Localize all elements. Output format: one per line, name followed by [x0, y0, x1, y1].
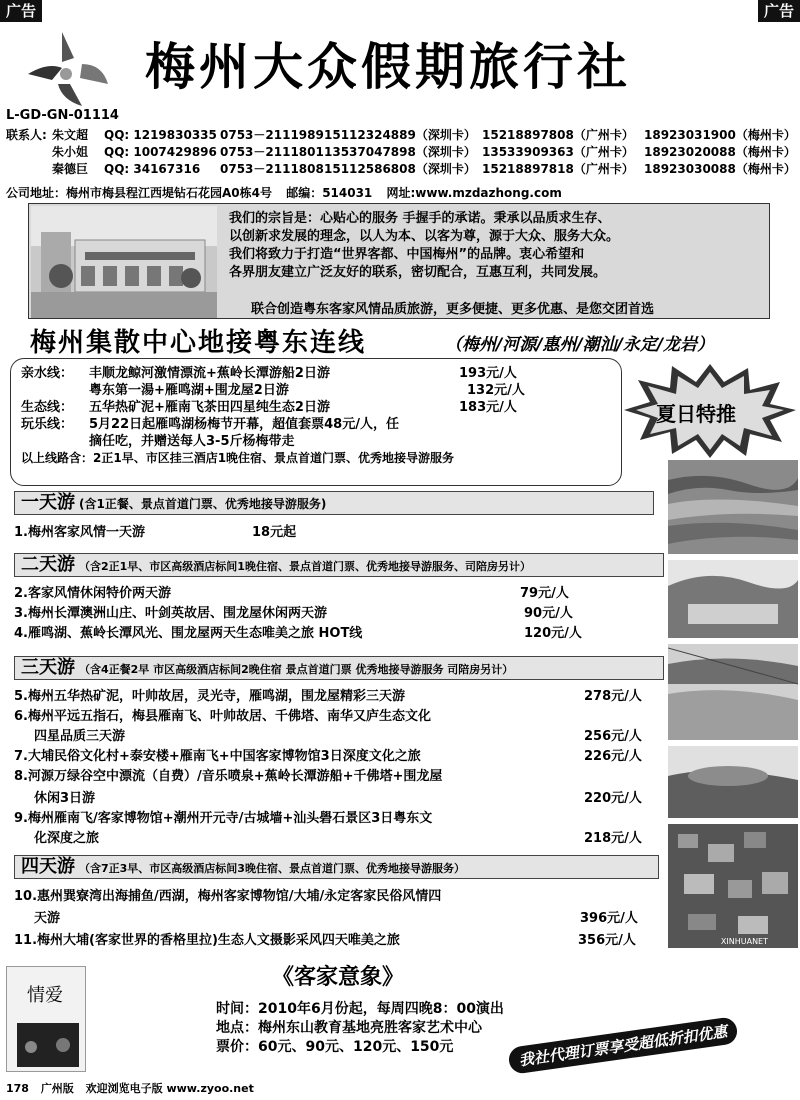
contact-qq: QQ: 1219830335 [104, 128, 217, 142]
tour-item: 四星品质三天游 [34, 729, 126, 744]
line-row [21, 433, 611, 450]
local-cities: （梅州/河源/惠州/潮汕/永定/龙岩） [445, 335, 715, 355]
tour-item: 4.雁鸣湖、蕉岭长潭风光、围龙屋两天生态唯美之旅 HOT线 [14, 626, 363, 641]
hakka-place: 地点：梅州东山教育基地亮胜客家艺术中心 [216, 1020, 482, 1036]
line-row [21, 382, 611, 399]
tour-item: 5.梅州五华热矿泥，叶帅故居，灵光寺，雁鸣湖，围龙屋精彩三天游 [14, 689, 405, 704]
contact-mobile: 13533909363（广州卡） [482, 145, 634, 159]
section-title: 二天游 [21, 554, 75, 575]
hakka-price: 票价：60元、90元、120元、150元 [216, 1039, 454, 1055]
contact-mobile: 18923020088（梅州卡） [644, 145, 796, 159]
section-title: 四天游 [21, 856, 75, 877]
tour-item: 10.惠州巽寮湾出海捕鱼/西湖，梅州客家博物馆/大埔/永定客家民俗风情四 [14, 889, 442, 904]
tour-item: 7.大埔民俗文化村+泰安楼+雁南飞+中国客家博物馆3日深度文化之旅 [14, 749, 421, 764]
contact-name: 朱文超 [52, 128, 89, 142]
footer [6, 1080, 262, 1096]
intro-text [229, 210, 767, 282]
line-text: 丰顺龙鲸河激情漂流+蕉岭长潭游船2日游 [89, 366, 330, 381]
intro-line: 我们的宗旨是：心贴心的服务 手握手的承诺。秉承以品质求生存、 [229, 211, 611, 226]
line-price: 132元/人 [467, 383, 525, 398]
scenery-photo-village [668, 560, 798, 638]
section-title: 一天游 [21, 492, 75, 513]
postcode: 邮编：514031 [286, 186, 373, 200]
line-text: 粤东第一湯+雁鸣湖+围龙屋2日游 [89, 383, 289, 398]
scenery-photo-lake [668, 644, 798, 740]
section-desc: (含1正餐、景点首道门票、优秀地接导游服务) [79, 497, 327, 511]
poster-title: 情爱 [27, 985, 63, 1006]
line-label: 亲水线： [21, 366, 74, 381]
scenery-photo-city [668, 824, 798, 948]
line-row [21, 365, 611, 382]
section-desc: （含4正餐2早 市区高级酒店标间2晚住宿 景点首道门票 优秀地接导游服务 司陪房另计） [79, 663, 514, 676]
contact-mobile: 18923031900（梅州卡） [644, 128, 796, 142]
ticket-promo: 我社代理订票享受超低折扣优惠 [507, 1016, 739, 1075]
line-text: 五华热矿泥+雁南飞茶田四星纯生态2日游 [89, 400, 330, 415]
line-text: 摘任吃，并赠送每人3-5斤杨梅带走 [89, 434, 295, 449]
tour-item: 2.客家风情休闲特价两天游 [14, 586, 171, 601]
intro-line: 各界朋友建立广泛友好的联系，密切配合，互惠互利，共同发展。 [229, 265, 607, 280]
line-text: 5月22日起雁鸣湖杨梅节开幕，超值套票48元/人，任 [89, 417, 399, 432]
contact-mobile: 15112324889（深圳卡） [324, 128, 476, 142]
contact-name: 秦德巨 [52, 162, 89, 176]
local-title: 梅州集散中心地接粤东连线 [30, 328, 367, 358]
tour-item: 天游 [34, 911, 61, 926]
tour-price: 90元/人 [524, 606, 573, 621]
contact-mobile: 18923030088（梅州卡） [644, 162, 796, 176]
license-number: L-GD-GN-01114 [6, 108, 119, 123]
line-label: 玩乐线： [21, 417, 74, 432]
office-photo [31, 206, 217, 318]
hakka-info [216, 1000, 504, 1057]
hakka-time: 时间：2010年6月份起，每周四晚8：00演出 [216, 1001, 504, 1017]
section-bar-three-day [14, 656, 664, 680]
section-bar-four-day [14, 855, 659, 879]
company-logo [22, 28, 112, 108]
line-price: 193元/人 [459, 366, 517, 381]
contact-mobile: 15218897818（广州卡） [482, 162, 634, 176]
intro-line: 我们将致力于打造“世界客都、中国梅州”的品牌。衷心希望和 [229, 247, 585, 262]
ad-label-right: 广告 [758, 0, 800, 22]
contact-mobile: 15218897808（广州卡） [482, 128, 634, 142]
contact-mobile: 15112586808（深圳卡） [324, 162, 476, 176]
tour-price: 256元/人 [584, 729, 642, 744]
line-label: 生态线： [21, 400, 74, 415]
scenery-photo-tulou [668, 746, 798, 818]
contact-mobile: 13537047898（深圳卡） [324, 145, 476, 159]
tour-item: 8.河源万绿谷空中漂流（自费）/音乐喷泉+蕉岭长潭游船+千佛塔+围龙屋 [14, 769, 443, 784]
section-desc: （含7正3早、市区高级酒店标间3晚住宿、景点首道门票、优秀地接导游服务） [79, 862, 465, 875]
contact-tel: 0753－2111801 [220, 145, 324, 159]
summer-special-badge [622, 362, 798, 458]
tour-price: 120元/人 [524, 626, 582, 641]
e-edition-link[interactable]: 欢迎浏览电子版 www.zyoo.net [85, 1082, 254, 1095]
intro-line: 以创新求发展的理念，以人为本、以客为尊，源于大众、服务大众。 [229, 229, 620, 244]
company-address: 公司地址：梅州市梅县程江西堤钻石花园A0栋4号 [6, 186, 272, 200]
contact-label: 联系人: [6, 128, 47, 142]
tour-item: 休闲3日游 [34, 791, 96, 806]
hakka-title: 《客家意象》 [272, 965, 405, 990]
section-bar-two-day [14, 553, 664, 577]
photo-credit: XINHUANET [720, 937, 768, 946]
contact-tel: 0753－2111808 [220, 162, 324, 176]
hakka-poster [6, 966, 86, 1072]
scenery-photo-terraces [668, 460, 798, 554]
company-name: 梅州大众假期旅行社 [145, 38, 631, 96]
contact-name: 朱小姐 [52, 145, 89, 159]
tour-item: 6.梅州平远五指石，梅县雁南飞、叶帅故居、千佛塔、南华又庐生态文化 [14, 709, 431, 724]
line-note-text: 以上线路含：2正1早、市区挂三酒店1晚住宿、景点首道门票、优秀地接导游服务 [21, 451, 455, 465]
line-row [21, 416, 611, 433]
address-line [6, 184, 572, 201]
tour-price: 396元/人 [580, 911, 638, 926]
tour-price: 278元/人 [584, 689, 642, 704]
local-lines-box [10, 358, 622, 486]
line-row [21, 399, 611, 416]
intro-slogan: 联合创造粤东客家风情品质旅游，更多便捷、更多优惠、是您交团首选 [251, 302, 655, 317]
edition-label: 广州版 [40, 1082, 74, 1095]
tour-item: 3.梅州长潭澳洲山庄、叶剑英故居、围龙屋休闲两天游 [14, 606, 327, 621]
page-number: 178 [6, 1082, 29, 1095]
tour-item: 化深度之旅 [34, 831, 100, 846]
tour-item: 1.梅州客家风情一天游 [14, 525, 145, 540]
tour-price: 218元/人 [584, 831, 642, 846]
tour-item: 11.梅州大埔(客家世界的香格里拉)生态人文摄影采风四天唯美之旅 [14, 933, 400, 948]
website: 网址:www.mzdazhong.com [386, 186, 562, 200]
tour-price: 18元起 [252, 525, 297, 540]
contact-tel: 0753－2111989 [220, 128, 324, 142]
contact-qq: QQ: 34167316 [104, 162, 201, 176]
section-bar-one-day [14, 491, 654, 515]
tour-price: 356元/人 [578, 933, 636, 948]
contact-qq: QQ: 1007429896 [104, 145, 217, 159]
section-title: 三天游 [21, 657, 75, 678]
intro-box [28, 203, 770, 319]
section-desc: （含2正1早、市区高级酒店标间1晚住宿、景点首道门票、优秀地接导游服务、司陪房另计） [79, 560, 531, 573]
tour-price: 79元/人 [520, 586, 569, 601]
tour-price: 226元/人 [584, 749, 642, 764]
tour-item: 9.梅州雁南飞/客家博物馆+潮州开元寺/古城墙+汕头礐石景区3日粤东文 [14, 811, 433, 826]
line-price: 183元/人 [459, 400, 517, 415]
badge-text: 夏日特推 [656, 402, 736, 426]
ad-label-left: 广告 [0, 0, 42, 22]
line-note [21, 450, 611, 467]
tour-price: 220元/人 [584, 791, 642, 806]
